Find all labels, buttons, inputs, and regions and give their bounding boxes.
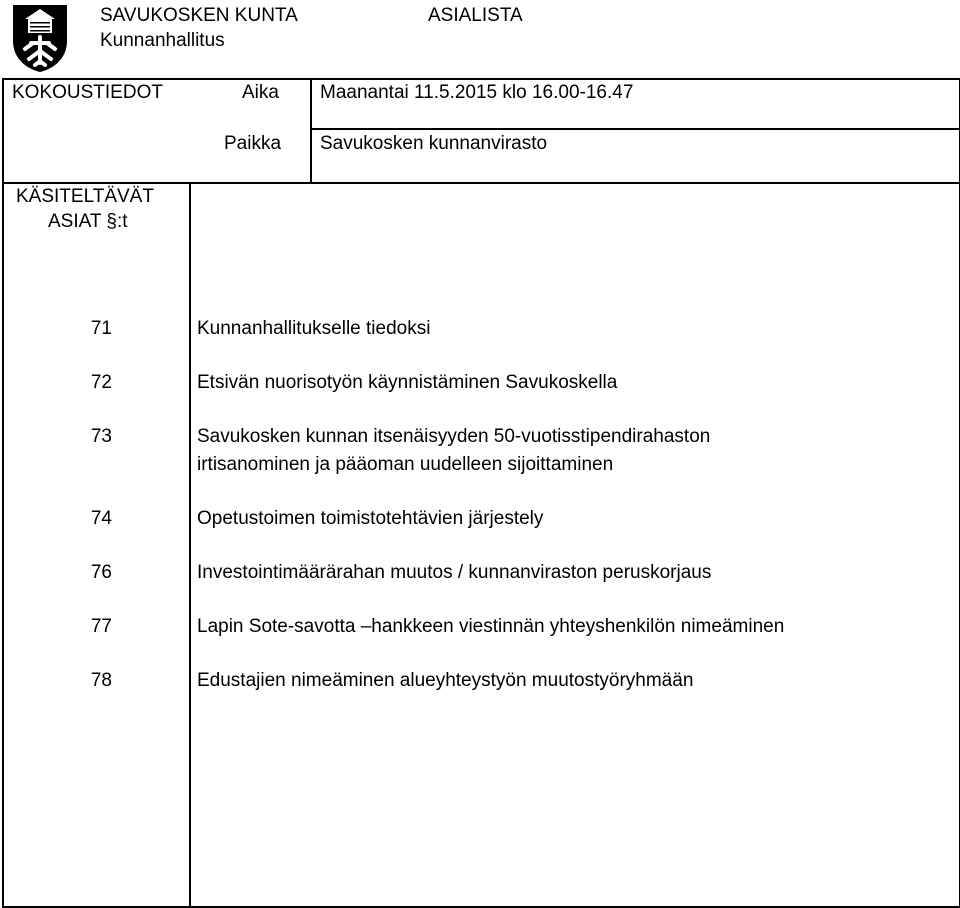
agenda-label-line1: KÄSITELTÄVÄT — [16, 186, 154, 207]
coat-of-arms-logo — [11, 3, 69, 73]
agenda-item-title: Kunnanhallitukselle tiedoksi — [197, 318, 431, 339]
horizontal-divider-meeting — [4, 182, 959, 184]
agenda-item-number: 73 — [90, 426, 112, 447]
vertical-divider-left — [189, 183, 191, 906]
vertical-divider-meeting — [310, 80, 312, 184]
time-label: Aika — [242, 82, 279, 103]
agenda-label-line2: ASIAT §:t — [48, 211, 128, 232]
agenda-item-title-continued: irtisanominen ja pääoman uudelleen sijoittaminen — [197, 454, 614, 475]
horizontal-divider-time — [310, 128, 959, 130]
agenda-item-title: Edustajien nimeäminen alueyhteystyön muutostyöryhmään — [197, 670, 694, 691]
agenda-item-number: 72 — [90, 372, 112, 393]
place-label: Paikka — [224, 133, 282, 154]
agenda-item-number: 74 — [90, 508, 112, 529]
agenda-item-number: 71 — [90, 318, 112, 339]
place-value: Savukosken kunnanvirasto — [320, 133, 548, 154]
agenda-item-title: Savukosken kunnan itsenäisyyden 50-vuotisstipendirahaston — [197, 426, 711, 447]
agenda-item-title: Etsivän nuorisotyön käynnistäminen Savukoskella — [197, 372, 618, 393]
meeting-section-label: KOKOUSTIEDOT — [12, 82, 163, 103]
document-type: ASIALISTA — [428, 5, 523, 26]
agenda-item-title: Investointimäärärahan muutos / kunnanviraston peruskorjaus — [197, 562, 712, 583]
agenda-item-title: Opetustoimen toimistotehtävien järjestely — [197, 508, 544, 529]
time-value: Maanantai 11.5.2015 klo 16.00-16.47 — [320, 82, 634, 103]
agenda-item-title: Lapin Sote-savotta –hankkeen viestinnän yhteyshenkilön nimeäminen — [197, 616, 785, 637]
organization-name: SAVUKOSKEN KUNTA — [100, 5, 298, 26]
agenda-item-number: 77 — [90, 616, 112, 637]
board-name: Kunnanhallitus — [100, 30, 225, 51]
agenda-item-number: 76 — [90, 562, 112, 583]
agenda-item-number: 78 — [90, 670, 112, 691]
